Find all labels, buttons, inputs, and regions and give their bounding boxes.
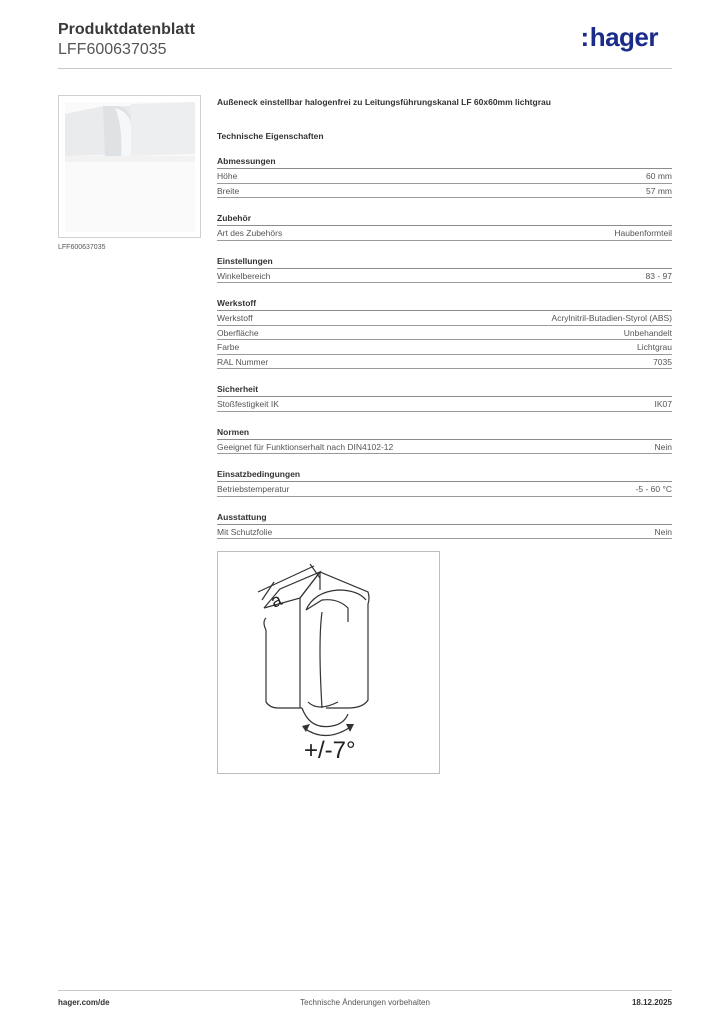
dimension-label-a: a: [267, 589, 285, 612]
property-label: Winkelbereich: [217, 270, 271, 281]
property-row: [217, 226, 672, 241]
technical-drawing: [217, 551, 440, 774]
property-group-title: Einsatzbedingungen: [217, 469, 672, 482]
property-row: [217, 340, 672, 355]
footer-divider: [58, 990, 672, 991]
property-row: [217, 440, 672, 455]
logo-text: hager: [589, 22, 658, 52]
property-group: [217, 469, 672, 497]
property-group: [217, 298, 672, 369]
property-group: [217, 427, 672, 455]
property-value: Nein: [654, 526, 672, 537]
property-row: [217, 326, 672, 341]
page-header: [58, 20, 672, 68]
property-label: Oberfläche: [217, 327, 259, 338]
property-value: Lichtgrau: [637, 342, 672, 352]
property-row: [217, 355, 672, 370]
property-label: Betriebstemperatur: [217, 484, 290, 494]
property-value: Haubenformteil: [614, 228, 672, 238]
property-label: Breite: [217, 185, 240, 196]
property-group-title: Einstellungen: [217, 256, 672, 269]
thumbnail-caption: LFF600637035: [58, 244, 106, 251]
property-label: Farbe: [217, 342, 240, 352]
document-article-number: LFF600637035: [58, 41, 167, 58]
product-photo-graphic: [59, 96, 200, 237]
property-group-title: Werkstoff: [217, 298, 672, 311]
property-row: [217, 169, 672, 184]
property-group-title: Zubehör: [217, 213, 672, 226]
property-label: Werkstoff: [217, 313, 253, 323]
property-value: 7035: [653, 356, 672, 367]
property-group-title: Abmessungen: [217, 156, 672, 169]
property-group-title: Normen: [217, 427, 672, 440]
property-group: [217, 256, 672, 284]
property-label: Mit Schutzfolie: [217, 526, 273, 537]
property-row: [217, 269, 672, 284]
footer-disclaimer: Technische Änderungen vorbehalten: [300, 998, 430, 1007]
property-value: 60 mm: [646, 171, 672, 181]
hager-logo: :hager: [580, 22, 658, 52]
property-value: IK07: [654, 399, 672, 409]
property-group-title: Sicherheit: [217, 384, 672, 397]
document-title: Produktdatenblatt: [58, 21, 195, 38]
product-description: Außeneck einstellbar halogenfrei zu Leitungsführungskanal LF 60x60mm lichtgrau: [217, 97, 551, 107]
property-row: [217, 311, 672, 326]
property-group: [217, 156, 672, 198]
corner-drawing-graphic: [218, 552, 439, 773]
property-value: 83 - 97: [645, 270, 672, 281]
footer-date: 18.12.2025: [631, 998, 672, 1007]
header-divider: [58, 68, 672, 69]
property-group: [217, 384, 672, 412]
property-row: [217, 525, 672, 540]
property-value: 57 mm: [646, 185, 672, 196]
property-value: Unbehandelt: [623, 327, 672, 338]
property-group: [217, 512, 672, 540]
technical-properties-heading: Technische Eigenschaften: [217, 131, 324, 141]
property-label: Geeignet für Funktionserhalt nach DIN4102-12: [217, 441, 394, 452]
angle-label: +/-7°: [304, 737, 356, 764]
property-group-title: Ausstattung: [217, 512, 672, 525]
property-row: [217, 397, 672, 412]
page-footer: [58, 998, 672, 1010]
property-value: Nein: [654, 441, 672, 452]
property-label: RAL Nummer: [217, 356, 269, 367]
property-group: [217, 213, 672, 241]
property-groups: [217, 156, 672, 539]
property-row: [217, 482, 672, 497]
product-thumbnail-image: [58, 95, 201, 238]
property-value: -5 - 60 °C: [635, 484, 672, 494]
product-details: [217, 96, 672, 573]
footer-website-link[interactable]: hager.com/de: [58, 998, 110, 1007]
property-row: [217, 184, 672, 199]
property-label: Stoßfestigkeit IK: [217, 399, 279, 409]
property-label: Art des Zubehörs: [217, 228, 283, 238]
property-label: Höhe: [217, 171, 238, 181]
property-value: Acrylnitril-Butadien-Styrol (ABS): [551, 313, 672, 323]
